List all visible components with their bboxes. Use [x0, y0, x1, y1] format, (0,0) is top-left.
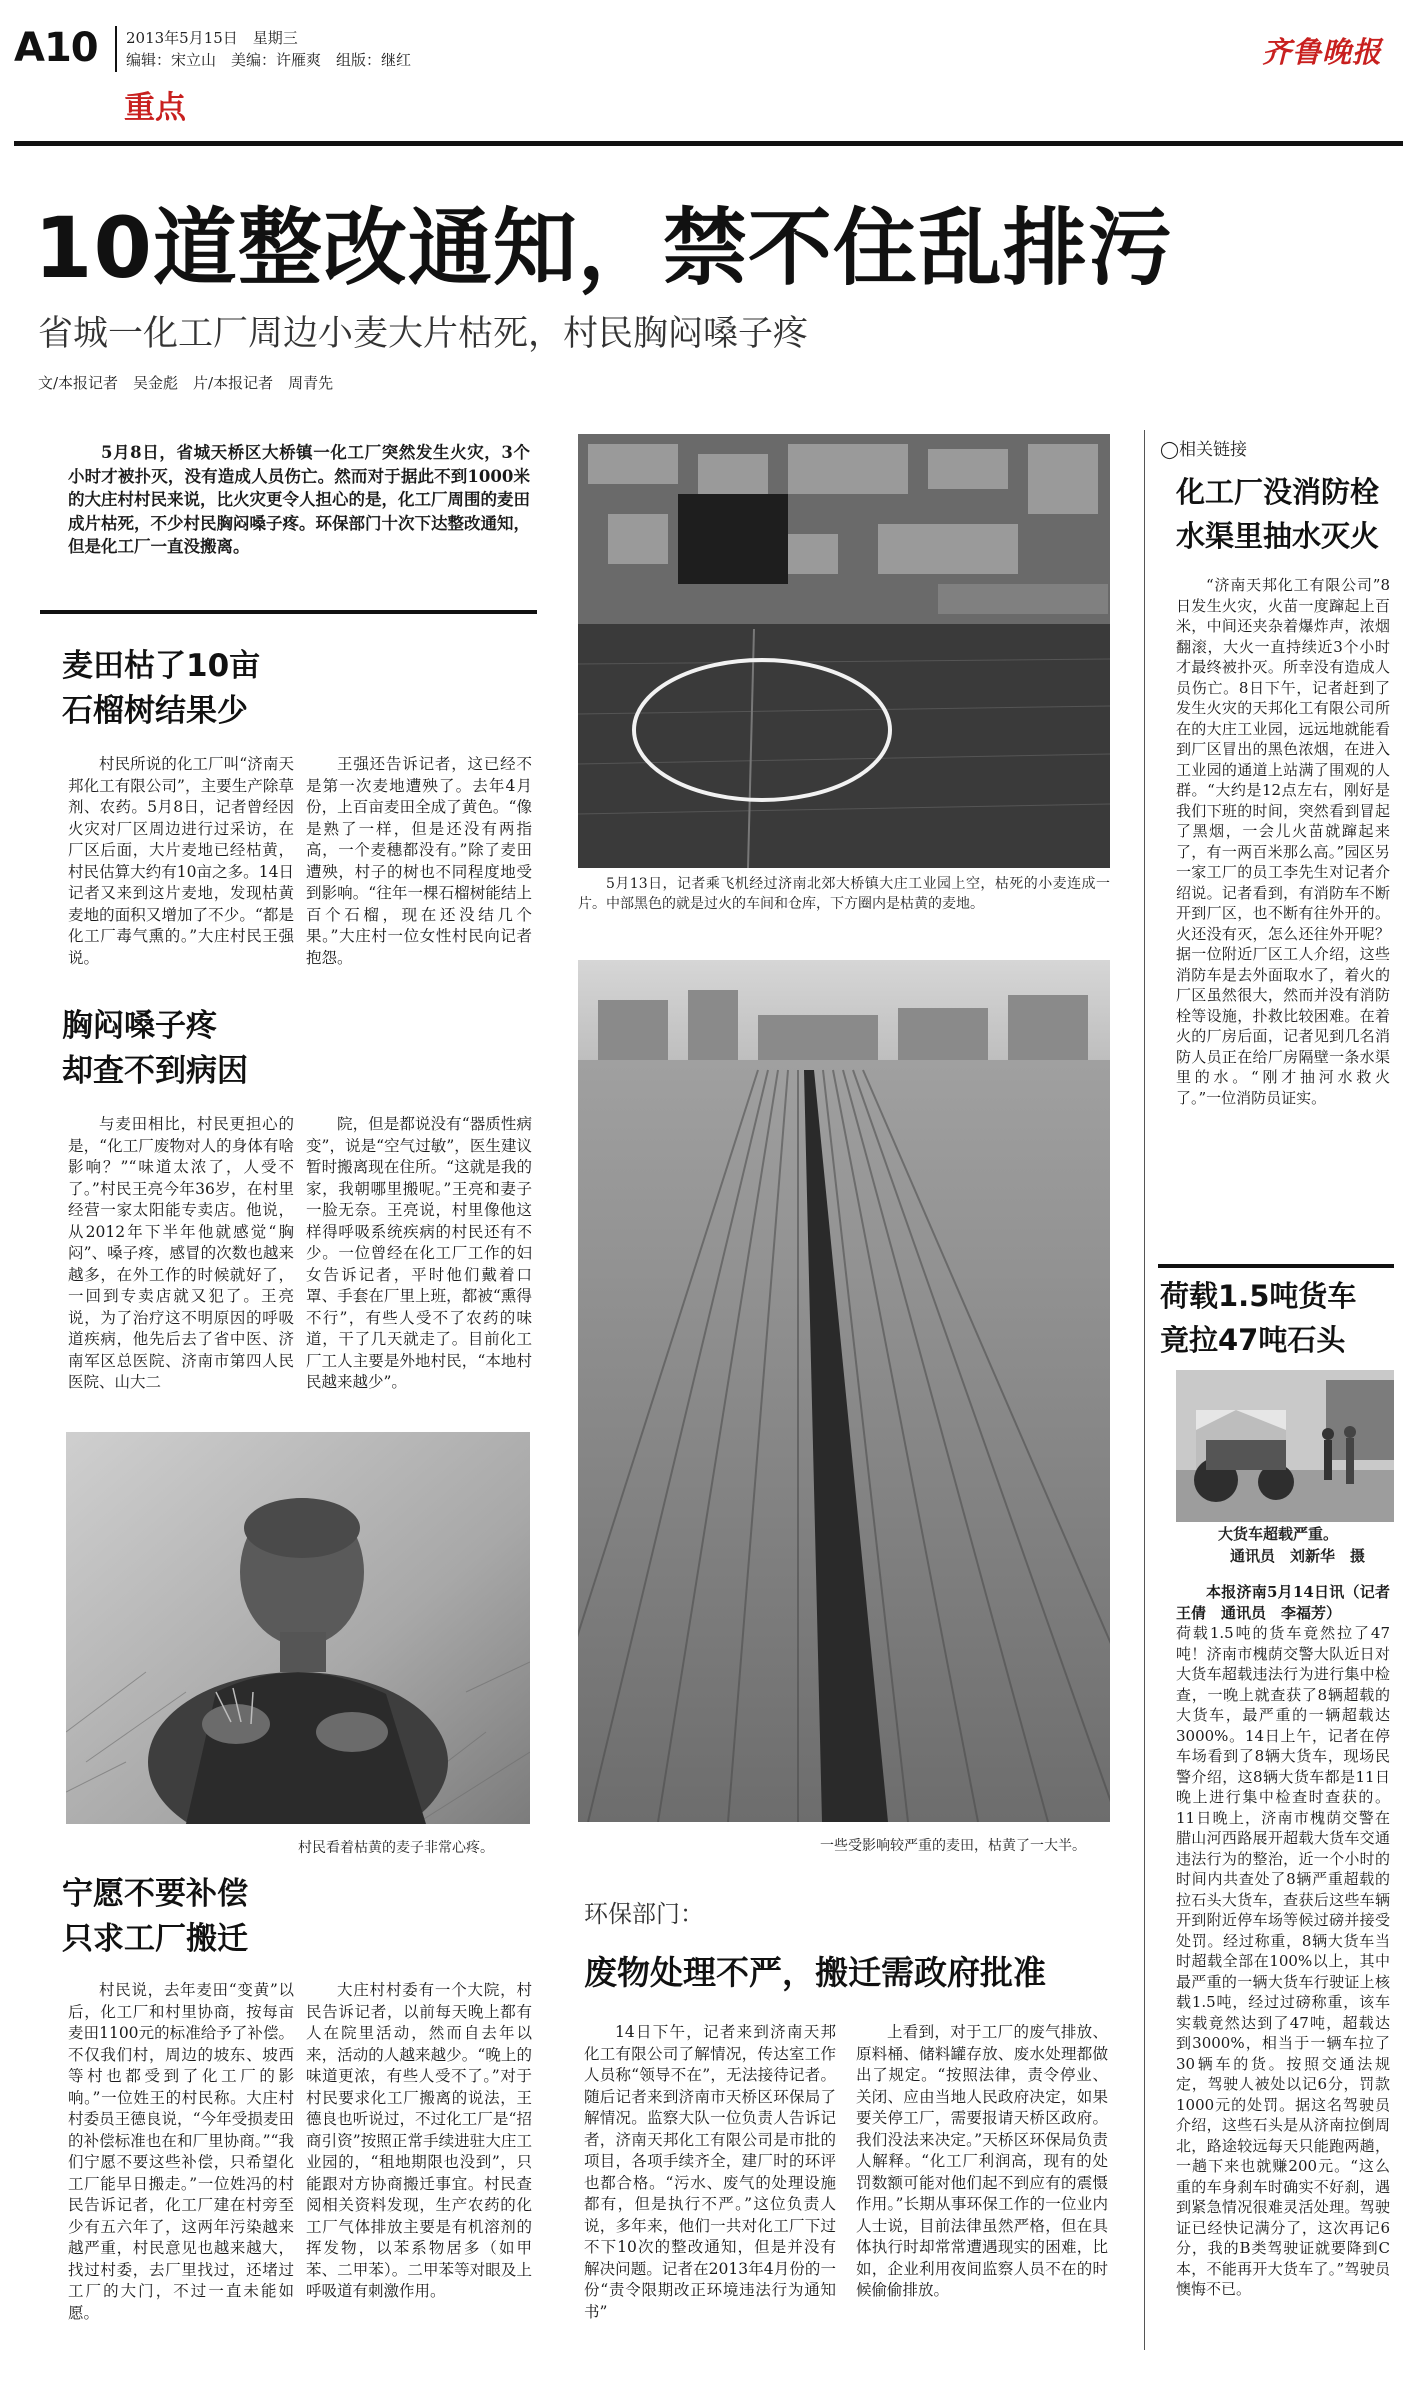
section2-col2: [306, 1114, 532, 1394]
section3-col2: [306, 1980, 532, 2303]
truck-photo: [1176, 1370, 1394, 1522]
aerial-photo-caption: 5月13日，记者乘飞机经过济南北郊大桥镇大庄工业园上空，枯死的小麦连成一片。中部黑色的就是过火的车间和仓库，下方圈内是枯黄的麦地。: [578, 876, 1110, 912]
truck-rule: [1158, 1264, 1394, 1268]
truck-heading: [1160, 1274, 1356, 1362]
truck-title-line1: 荷载1.5吨货车: [1160, 1279, 1357, 1313]
section3-title-line1: 宁愿不要补偿: [62, 1876, 248, 1912]
epa-col1-text: 14日下午，记者来到济南天邦化工有限公司了解情况，传达室工作人员称“领导不在”，无法接待记者。随后记者来到济南市天桥区环保局了解情况。监察大队一位负责人告诉记者，济南天邦化工有限公司是市批的项目，各项手续齐全，建厂时的环评也都合格。“污水、废气的处理设施都有，但是执行不严。”这位负责人说，多年来，他们一共对化工厂下过不下10次的整改通知，但是并没有解决问题。记者在2013年4月份的一份“责令限期改正环境违法行为通知书”: [584, 2023, 836, 2321]
section1-col2-text: 王强还告诉记者，这已经不是第一次麦地遭殃了。去年4月份，上百亩麦田全成了黄色。“像是熟了一样，但是还没有两指高，一个麦穗都没有。”除了麦田遭殃，村子的树也不同程度地受到影响。“往年一棵石榴树能结上百个石榴，现在还没结几个果。”大庄村一位女性村民向记者抱怨。: [306, 755, 532, 967]
section1-title-line1: 麦田枯了10亩: [62, 648, 261, 684]
masthead-logo: [1262, 30, 1382, 71]
truck-photo-caption: 大货车超载严重。: [1218, 1525, 1339, 1543]
section2-title-line2: 却查不到病因: [62, 1053, 248, 1089]
epa-kicker: 环保部门：: [584, 1900, 704, 1928]
truck-title-line2: 竟拉47吨石头: [1160, 1323, 1346, 1357]
field-photo: [578, 960, 1110, 1822]
field-photo-caption: 一些受影响较严重的麦田，枯黄了一大半。: [820, 1838, 1086, 1854]
header-rule: [14, 141, 1403, 146]
epa-col2: [856, 2022, 1108, 2302]
truck-byline: 本报济南5月14日讯（记者 王倩 通讯员 李福芳）: [1176, 1583, 1406, 1622]
section1-title-line2: 石榴树结果少: [62, 693, 248, 729]
section1-col2: [306, 754, 532, 969]
section1-col1-text: 村民所说的化工厂叫“济南天邦化工有限公司”，主要生产除草剂、农药。5月8日，记者曾经因火灾对厂区周边进行过采访，在厂区后面，大片麦地已经枯黄，村民估算大约有10亩之多。14日记者又来到这片麦地，发现枯黄麦地的面积又增加了不少。“都是化工厂毒气熏的。”大庄村民王强说。: [68, 755, 294, 967]
section3-title-line2: 只求工厂搬迁: [62, 1921, 248, 1957]
section1-col1: [68, 754, 294, 969]
section-label: 重点: [124, 90, 186, 126]
header-editors: 编辑：宋立山 美编：许雁爽 组版：继红: [126, 51, 412, 69]
truck-article: [1176, 1582, 1406, 2300]
right-column-divider: [1144, 430, 1145, 2350]
section2-col1: [68, 1114, 294, 1394]
epa-col1: [584, 2022, 836, 2323]
related-label: ◯相关链接: [1160, 440, 1248, 460]
section3-col1: [68, 1980, 294, 2324]
truck-photo-credit: 通讯员 刘新华 摄: [1230, 1547, 1366, 1565]
section2-col1-text: 与麦田相比，村民更担心的是，“化工厂废物对人的身体有啥影响？”“味道太浓了，人受不了。”村民王亮今年36岁，在村里经营一家太阳能专卖店。他说，从2012年下半年他就感觉“胸闷”、嗓子疼，感冒的次数也越来越多，在外工作的时候就好了，一回到专卖店就又犯了。王亮说，为了治疗这不明原因的呼吸道疾病，他先后去了省中医、济南军区总医院、济南市第四人民医院、山大二: [68, 1115, 294, 1391]
aerial-photo-image: [578, 434, 1110, 868]
related-text-body: “济南天邦化工有限公司”8日发生火灾，火苗一度蹿起上百米，中间还夹杂着爆炸声，浓烟翻滚，大火一直持续近3个小时才最终被扑灭。所幸没有造成人员伤亡。8日下午，记者赶到了发生火灾的天邦化工有限公司所在的大庄工业园，远远地就能看到厂区冒出的黑色浓烟，在进入工业园的通道上站满了围观的人群。“大约是12点左右，刚好是我们下班的时间，突然看到冒起了黑烟，一会儿火苗就蹿起来了，有一两百米那么高。”园区另一家工厂的员工李先生对记者介绍说。记者看到，有消防车不断开到厂区，也不断有往外开的。火还没有灭，怎么还往外开呢？据一位附近厂区工人介绍，这些消防车是去外面取水了，着火的厂区虽然很大，然而并没有消防栓等设施，扑救比较困难。在着火的厂房后面，记者见到几名消防人员正在给厂房隔壁一条水渠里的水。“刚才抽河水救火了。”一位消防员证实。: [1176, 576, 1390, 1107]
truck-text: 荷载1.5吨的货车竟然拉了47吨！济南市槐荫交警大队近日对大货车超载违法行为进行集中检查，一晚上就查获了8辆超载的大货车，最严重的一辆超载达3000%。14日上午，记者在停车场看到了8辆大货车，现场民警介绍，这8辆大货车都是11日晚上进行集中检查时查获的。11日晚上，济南市槐荫交警在腊山河西路展开超载大货车交通违法行为的整治，近一个小时的时间内共查处了8辆严重超载的拉石头大货车，查获后这些车辆开到附近停车场等候过磅并接受处罚。经过称重，8辆大货车当时超载全部在100%以上，其中最严重的一辆大货车行驶证上核载1.5吨，经过过磅称重，该车实载竟然达到了47吨，超载达到3000%，相当于一辆车拉了30辆车的货。按照交通法规定，驾驶人被处以记6分，罚款1000元的处罚。据这名驾驶员介绍，这些石头是从济南拉倒周北，路途较远每天只能跑两趟，一趟下来也就赚200元。“这么重的车身刹车时确实不好刹，遇到紧急情况很难灵活处理。驾驶证已经快记满分了，这次再记6分，我的B类驾驶证就要降到C本，不能再开大货车了。”驾驶员懊悔不已。: [1176, 1624, 1390, 2298]
header-date: 2013年5月15日 星期三: [126, 29, 298, 47]
section3-col1-text: 村民说，去年麦田“变黄”以后，化工厂和村里协商，按每亩麦田1100元的标准给予了补偿。不仅我们村，周边的坡东、坡西等村也都受到了化工厂的影响。”一位姓王的村民称。大庄村村委员王德良说，“今年受损麦田的补偿标准也在和厂里协商。”“我们宁愿不要这些补偿，只希望化工厂能早日搬走。”一位姓冯的村民告诉记者，化工厂建在村旁至少有五六年了，这两年污染越来越严重，村民意见也越来越大，找过村委，去厂里找过，还堵过工厂的大门，不过一直未能如愿。: [68, 1981, 294, 2322]
farmer-photo: [66, 1432, 530, 1824]
byline: 文/本报记者 吴金彪 片/本报记者 周青先: [38, 374, 334, 392]
section2-col2-text: 院，但是都说没有“器质性病变”，说是“空气过敏”，医生建议暂时搬离现在住所。“这就是我的家，我朝哪里搬呢。”王亮和妻子一脸无奈。王亮说，村里像他这样得呼吸系统疾病的村民还有不少。一位曾经在化工厂工作的妇女告诉记者，平时他们戴着口罩、手套在厂里上班，都被“熏得不行”，有些人受不了农药的味道，干了几天就走了。目前化工厂工人主要是外地村民，“本地村民越来越少”。: [306, 1115, 532, 1391]
section2-heading: [62, 1004, 248, 1094]
section3-heading: [62, 1872, 248, 1962]
headline-subtitle: 省城一化工厂周边小麦大片枯死，村民胸闷嗓子疼: [38, 314, 809, 354]
epa-col2-text: 上看到，对于工厂的废气排放、原料桶、储料罐存放、废水处理都做出了规定。“按照法律，责令停业、关闭、应由当地人民政府决定，如果要关停工厂，需要报请天桥区政府。我们没法来决定。”天桥区环保局负责人解释。“化工厂利润高，现有的处罚数额可能对他们起不到应有的震慑作用。”长期从事环保工作的一位业内人士说，目前法律虽然严格，但在具体执行时却常常遭遇现实的困难，比如，企业利用夜间监察人员不在的时候偷偷排放。: [856, 2023, 1108, 2299]
field-photo-image: [578, 960, 1110, 1822]
lead-paragraph: [68, 441, 530, 559]
aerial-photo: [578, 434, 1110, 868]
masthead-text: 齐鲁晚报: [1262, 35, 1383, 69]
truck-photo-image: [1176, 1370, 1394, 1522]
section3-col2-text: 大庄村村委有一个大院，村民告诉记者，以前每天晚上都有人在院里活动，然而自去年以来，活动的人越来越少。“晚上的味道更浓，有些人受不了。”对于村民要求化工厂搬离的说法，王德良也听说过，不过化工厂是“招商引资”按照正常手续进驻大庄工业园的，“租地期限也没到”，只能跟对方协商搬迁事宜。村民查阅相关资料发现，生产农药的化工厂气体排放主要是有机溶剂的挥发物，以苯系物居多（如甲苯、二甲苯）。二甲苯等对眼及上呼吸道有刺激作用。: [306, 1981, 532, 2300]
related-title-line2: 水渠里抽水灭火: [1176, 519, 1380, 553]
related-title-line1: 化工厂没消防栓: [1176, 475, 1380, 509]
headline-title: 10道整改通知，禁不住乱排污: [34, 199, 1173, 297]
lead-rule: [40, 610, 537, 614]
farmer-photo-caption: 村民看着枯黄的麦子非常心疼。: [298, 1840, 494, 1856]
farmer-photo-image: [66, 1432, 530, 1824]
related-heading: [1176, 470, 1379, 558]
section1-heading: [62, 644, 260, 734]
lead-text: 5月8日，省城天桥区大桥镇一化工厂突然发生火灾，3个小时才被扑灭，没有造成人员伤亡。然而对于据此不到1000米的大庄村村民来说，比火灾更令人担心的是，化工厂周围的麦田成片枯死，不少村民胸闷嗓子疼。环保部门十次下达整改通知，但是化工厂一直没搬离。: [68, 443, 530, 556]
header-divider-vertical: [115, 26, 117, 72]
page-number: A10: [14, 25, 98, 71]
epa-title: 废物处理不严，搬迁需政府批准: [584, 1953, 1046, 1992]
section2-title-line1: 胸闷嗓子疼: [62, 1008, 217, 1044]
related-text: [1176, 575, 1390, 1108]
